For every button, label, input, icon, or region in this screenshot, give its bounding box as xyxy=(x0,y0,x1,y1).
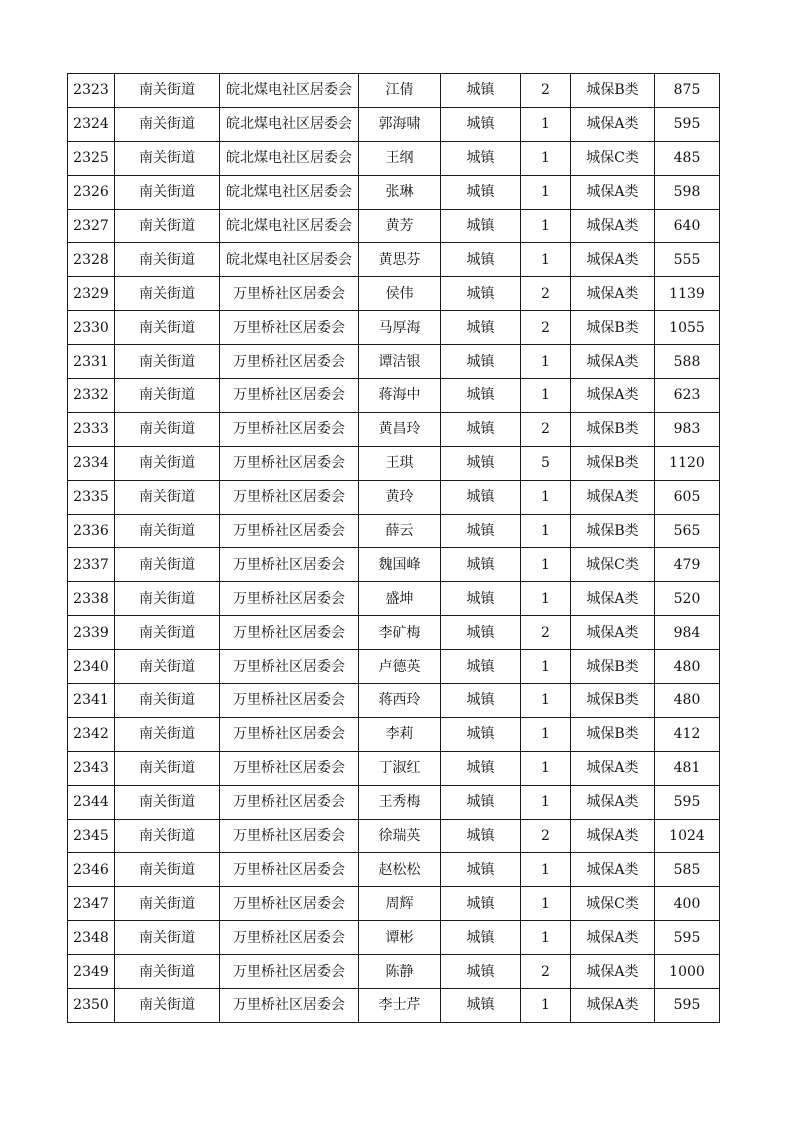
household-type-cell: 城镇 xyxy=(441,209,521,243)
community-cell: 万里桥社区居委会 xyxy=(220,955,359,989)
table-row xyxy=(68,74,720,108)
category-cell: 城保A类 xyxy=(571,379,655,413)
name-cell: 谭彬 xyxy=(359,921,441,955)
table-row xyxy=(68,684,720,718)
table-row xyxy=(68,887,720,921)
community-cell: 万里桥社区居委会 xyxy=(220,514,359,548)
serial-number-cell: 2339 xyxy=(68,616,115,650)
amount-cell: 1000 xyxy=(655,955,720,989)
member-count-cell: 1 xyxy=(521,751,571,785)
member-count-cell: 1 xyxy=(521,209,571,243)
name-cell: 徐瑞英 xyxy=(359,819,441,853)
member-count-cell: 2 xyxy=(521,277,571,311)
category-cell: 城保C类 xyxy=(571,548,655,582)
community-cell: 万里桥社区居委会 xyxy=(220,684,359,718)
table-row xyxy=(68,311,720,345)
street-cell: 南关街道 xyxy=(115,887,220,921)
member-count-cell: 1 xyxy=(521,853,571,887)
community-cell: 万里桥社区居委会 xyxy=(220,717,359,751)
member-count-cell: 1 xyxy=(521,345,571,379)
serial-number-cell: 2342 xyxy=(68,717,115,751)
street-cell: 南关街道 xyxy=(115,989,220,1023)
household-type-cell: 城镇 xyxy=(441,717,521,751)
name-cell: 蒋海中 xyxy=(359,379,441,413)
name-cell: 李莉 xyxy=(359,717,441,751)
roster-table xyxy=(67,73,720,1023)
serial-number-cell: 2347 xyxy=(68,887,115,921)
member-count-cell: 2 xyxy=(521,819,571,853)
name-cell: 江倩 xyxy=(359,74,441,108)
table-row xyxy=(68,989,720,1023)
category-cell: 城保A类 xyxy=(571,989,655,1023)
household-type-cell: 城镇 xyxy=(441,480,521,514)
serial-number-cell: 2326 xyxy=(68,175,115,209)
serial-number-cell: 2330 xyxy=(68,311,115,345)
category-cell: 城保B类 xyxy=(571,74,655,108)
amount-cell: 481 xyxy=(655,751,720,785)
serial-number-cell: 2341 xyxy=(68,684,115,718)
community-cell: 万里桥社区居委会 xyxy=(220,819,359,853)
street-cell: 南关街道 xyxy=(115,684,220,718)
serial-number-cell: 2325 xyxy=(68,141,115,175)
roster-table-body xyxy=(68,74,720,1023)
serial-number-cell: 2344 xyxy=(68,785,115,819)
street-cell: 南关街道 xyxy=(115,107,220,141)
serial-number-cell: 2343 xyxy=(68,751,115,785)
table-row xyxy=(68,412,720,446)
community-cell: 万里桥社区居委会 xyxy=(220,582,359,616)
name-cell: 王琪 xyxy=(359,446,441,480)
category-cell: 城保A类 xyxy=(571,819,655,853)
name-cell: 卢德英 xyxy=(359,650,441,684)
serial-number-cell: 2333 xyxy=(68,412,115,446)
name-cell: 张琳 xyxy=(359,175,441,209)
amount-cell: 479 xyxy=(655,548,720,582)
amount-cell: 1055 xyxy=(655,311,720,345)
table-row xyxy=(68,921,720,955)
category-cell: 城保A类 xyxy=(571,345,655,379)
household-type-cell: 城镇 xyxy=(441,548,521,582)
category-cell: 城保B类 xyxy=(571,650,655,684)
amount-cell: 598 xyxy=(655,175,720,209)
category-cell: 城保A类 xyxy=(571,209,655,243)
household-type-cell: 城镇 xyxy=(441,74,521,108)
serial-number-cell: 2346 xyxy=(68,853,115,887)
household-type-cell: 城镇 xyxy=(441,345,521,379)
household-type-cell: 城镇 xyxy=(441,141,521,175)
amount-cell: 595 xyxy=(655,921,720,955)
table-row xyxy=(68,175,720,209)
serial-number-cell: 2324 xyxy=(68,107,115,141)
household-type-cell: 城镇 xyxy=(441,650,521,684)
street-cell: 南关街道 xyxy=(115,853,220,887)
name-cell: 周辉 xyxy=(359,887,441,921)
table-row xyxy=(68,853,720,887)
category-cell: 城保A类 xyxy=(571,751,655,785)
community-cell: 万里桥社区居委会 xyxy=(220,480,359,514)
name-cell: 王秀梅 xyxy=(359,785,441,819)
category-cell: 城保A类 xyxy=(571,175,655,209)
street-cell: 南关街道 xyxy=(115,209,220,243)
table-row xyxy=(68,446,720,480)
street-cell: 南关街道 xyxy=(115,175,220,209)
street-cell: 南关街道 xyxy=(115,548,220,582)
street-cell: 南关街道 xyxy=(115,717,220,751)
street-cell: 南关街道 xyxy=(115,514,220,548)
serial-number-cell: 2329 xyxy=(68,277,115,311)
member-count-cell: 1 xyxy=(521,650,571,684)
street-cell: 南关街道 xyxy=(115,74,220,108)
amount-cell: 984 xyxy=(655,616,720,650)
name-cell: 王纲 xyxy=(359,141,441,175)
amount-cell: 520 xyxy=(655,582,720,616)
member-count-cell: 2 xyxy=(521,616,571,650)
street-cell: 南关街道 xyxy=(115,412,220,446)
serial-number-cell: 2340 xyxy=(68,650,115,684)
member-count-cell: 2 xyxy=(521,412,571,446)
street-cell: 南关街道 xyxy=(115,379,220,413)
serial-number-cell: 2336 xyxy=(68,514,115,548)
community-cell: 万里桥社区居委会 xyxy=(220,989,359,1023)
community-cell: 皖北煤电社区居委会 xyxy=(220,141,359,175)
name-cell: 盛坤 xyxy=(359,582,441,616)
amount-cell: 875 xyxy=(655,74,720,108)
table-row xyxy=(68,141,720,175)
community-cell: 万里桥社区居委会 xyxy=(220,751,359,785)
category-cell: 城保A类 xyxy=(571,616,655,650)
street-cell: 南关街道 xyxy=(115,650,220,684)
serial-number-cell: 2323 xyxy=(68,74,115,108)
amount-cell: 1139 xyxy=(655,277,720,311)
street-cell: 南关街道 xyxy=(115,582,220,616)
household-type-cell: 城镇 xyxy=(441,243,521,277)
member-count-cell: 1 xyxy=(521,379,571,413)
table-row xyxy=(68,243,720,277)
table-row xyxy=(68,379,720,413)
household-type-cell: 城镇 xyxy=(441,446,521,480)
member-count-cell: 1 xyxy=(521,141,571,175)
amount-cell: 485 xyxy=(655,141,720,175)
table-row xyxy=(68,785,720,819)
table-row xyxy=(68,480,720,514)
street-cell: 南关街道 xyxy=(115,345,220,379)
category-cell: 城保C类 xyxy=(571,141,655,175)
category-cell: 城保A类 xyxy=(571,107,655,141)
member-count-cell: 2 xyxy=(521,74,571,108)
household-type-cell: 城镇 xyxy=(441,107,521,141)
name-cell: 魏国峰 xyxy=(359,548,441,582)
serial-number-cell: 2349 xyxy=(68,955,115,989)
name-cell: 赵松松 xyxy=(359,853,441,887)
category-cell: 城保A类 xyxy=(571,277,655,311)
amount-cell: 588 xyxy=(655,345,720,379)
category-cell: 城保A类 xyxy=(571,582,655,616)
table-row xyxy=(68,277,720,311)
household-type-cell: 城镇 xyxy=(441,989,521,1023)
street-cell: 南关街道 xyxy=(115,616,220,650)
community-cell: 万里桥社区居委会 xyxy=(220,345,359,379)
street-cell: 南关街道 xyxy=(115,277,220,311)
member-count-cell: 1 xyxy=(521,887,571,921)
household-type-cell: 城镇 xyxy=(441,684,521,718)
amount-cell: 983 xyxy=(655,412,720,446)
amount-cell: 595 xyxy=(655,785,720,819)
household-type-cell: 城镇 xyxy=(441,955,521,989)
amount-cell: 640 xyxy=(655,209,720,243)
street-cell: 南关街道 xyxy=(115,955,220,989)
amount-cell: 623 xyxy=(655,379,720,413)
table-row xyxy=(68,616,720,650)
category-cell: 城保C类 xyxy=(571,887,655,921)
community-cell: 万里桥社区居委会 xyxy=(220,650,359,684)
street-cell: 南关街道 xyxy=(115,311,220,345)
category-cell: 城保A类 xyxy=(571,955,655,989)
amount-cell: 555 xyxy=(655,243,720,277)
street-cell: 南关街道 xyxy=(115,243,220,277)
community-cell: 万里桥社区居委会 xyxy=(220,311,359,345)
name-cell: 李士芹 xyxy=(359,989,441,1023)
community-cell: 万里桥社区居委会 xyxy=(220,277,359,311)
category-cell: 城保B类 xyxy=(571,446,655,480)
community-cell: 皖北煤电社区居委会 xyxy=(220,243,359,277)
name-cell: 蒋西玲 xyxy=(359,684,441,718)
household-type-cell: 城镇 xyxy=(441,311,521,345)
household-type-cell: 城镇 xyxy=(441,277,521,311)
name-cell: 黄昌玲 xyxy=(359,412,441,446)
serial-number-cell: 2350 xyxy=(68,989,115,1023)
community-cell: 万里桥社区居委会 xyxy=(220,412,359,446)
table-row xyxy=(68,650,720,684)
member-count-cell: 1 xyxy=(521,107,571,141)
amount-cell: 565 xyxy=(655,514,720,548)
member-count-cell: 1 xyxy=(521,717,571,751)
amount-cell: 400 xyxy=(655,887,720,921)
member-count-cell: 2 xyxy=(521,955,571,989)
serial-number-cell: 2327 xyxy=(68,209,115,243)
member-count-cell: 1 xyxy=(521,175,571,209)
category-cell: 城保B类 xyxy=(571,412,655,446)
member-count-cell: 1 xyxy=(521,582,571,616)
table-row xyxy=(68,514,720,548)
household-type-cell: 城镇 xyxy=(441,616,521,650)
name-cell: 李矿梅 xyxy=(359,616,441,650)
street-cell: 南关街道 xyxy=(115,819,220,853)
name-cell: 谭洁银 xyxy=(359,345,441,379)
amount-cell: 605 xyxy=(655,480,720,514)
household-type-cell: 城镇 xyxy=(441,379,521,413)
household-type-cell: 城镇 xyxy=(441,853,521,887)
amount-cell: 480 xyxy=(655,684,720,718)
table-row xyxy=(68,345,720,379)
serial-number-cell: 2328 xyxy=(68,243,115,277)
table-row xyxy=(68,717,720,751)
street-cell: 南关街道 xyxy=(115,751,220,785)
community-cell: 万里桥社区居委会 xyxy=(220,548,359,582)
serial-number-cell: 2338 xyxy=(68,582,115,616)
community-cell: 皖北煤电社区居委会 xyxy=(220,209,359,243)
name-cell: 黄玲 xyxy=(359,480,441,514)
name-cell: 马厚海 xyxy=(359,311,441,345)
amount-cell: 480 xyxy=(655,650,720,684)
member-count-cell: 1 xyxy=(521,243,571,277)
table-row xyxy=(68,819,720,853)
category-cell: 城保B类 xyxy=(571,311,655,345)
serial-number-cell: 2335 xyxy=(68,480,115,514)
household-type-cell: 城镇 xyxy=(441,514,521,548)
serial-number-cell: 2337 xyxy=(68,548,115,582)
category-cell: 城保A类 xyxy=(571,785,655,819)
community-cell: 万里桥社区居委会 xyxy=(220,616,359,650)
community-cell: 万里桥社区居委会 xyxy=(220,446,359,480)
amount-cell: 412 xyxy=(655,717,720,751)
street-cell: 南关街道 xyxy=(115,785,220,819)
member-count-cell: 1 xyxy=(521,548,571,582)
community-cell: 皖北煤电社区居委会 xyxy=(220,107,359,141)
name-cell: 郭海啸 xyxy=(359,107,441,141)
household-type-cell: 城镇 xyxy=(441,412,521,446)
street-cell: 南关街道 xyxy=(115,921,220,955)
community-cell: 万里桥社区居委会 xyxy=(220,887,359,921)
amount-cell: 1024 xyxy=(655,819,720,853)
serial-number-cell: 2345 xyxy=(68,819,115,853)
household-type-cell: 城镇 xyxy=(441,887,521,921)
table-row xyxy=(68,955,720,989)
name-cell: 黄芳 xyxy=(359,209,441,243)
name-cell: 丁淑红 xyxy=(359,751,441,785)
category-cell: 城保B类 xyxy=(571,684,655,718)
table-row xyxy=(68,107,720,141)
household-type-cell: 城镇 xyxy=(441,819,521,853)
member-count-cell: 1 xyxy=(521,989,571,1023)
table-row xyxy=(68,548,720,582)
serial-number-cell: 2332 xyxy=(68,379,115,413)
street-cell: 南关街道 xyxy=(115,446,220,480)
community-cell: 万里桥社区居委会 xyxy=(220,379,359,413)
table-row xyxy=(68,209,720,243)
amount-cell: 595 xyxy=(655,989,720,1023)
community-cell: 万里桥社区居委会 xyxy=(220,853,359,887)
member-count-cell: 1 xyxy=(521,480,571,514)
community-cell: 万里桥社区居委会 xyxy=(220,921,359,955)
table-row xyxy=(68,582,720,616)
category-cell: 城保A类 xyxy=(571,921,655,955)
name-cell: 黄思芬 xyxy=(359,243,441,277)
member-count-cell: 2 xyxy=(521,311,571,345)
amount-cell: 1120 xyxy=(655,446,720,480)
member-count-cell: 1 xyxy=(521,785,571,819)
category-cell: 城保A类 xyxy=(571,480,655,514)
category-cell: 城保A类 xyxy=(571,243,655,277)
household-type-cell: 城镇 xyxy=(441,582,521,616)
name-cell: 陈静 xyxy=(359,955,441,989)
community-cell: 皖北煤电社区居委会 xyxy=(220,175,359,209)
member-count-cell: 5 xyxy=(521,446,571,480)
community-cell: 万里桥社区居委会 xyxy=(220,785,359,819)
category-cell: 城保B类 xyxy=(571,514,655,548)
category-cell: 城保B类 xyxy=(571,717,655,751)
table-row xyxy=(68,751,720,785)
member-count-cell: 1 xyxy=(521,514,571,548)
serial-number-cell: 2334 xyxy=(68,446,115,480)
household-type-cell: 城镇 xyxy=(441,175,521,209)
amount-cell: 585 xyxy=(655,853,720,887)
member-count-cell: 1 xyxy=(521,684,571,718)
household-type-cell: 城镇 xyxy=(441,921,521,955)
amount-cell: 595 xyxy=(655,107,720,141)
name-cell: 侯伟 xyxy=(359,277,441,311)
member-count-cell: 1 xyxy=(521,921,571,955)
community-cell: 皖北煤电社区居委会 xyxy=(220,74,359,108)
household-type-cell: 城镇 xyxy=(441,785,521,819)
street-cell: 南关街道 xyxy=(115,141,220,175)
serial-number-cell: 2331 xyxy=(68,345,115,379)
street-cell: 南关街道 xyxy=(115,480,220,514)
serial-number-cell: 2348 xyxy=(68,921,115,955)
household-type-cell: 城镇 xyxy=(441,751,521,785)
name-cell: 薛云 xyxy=(359,514,441,548)
category-cell: 城保A类 xyxy=(571,853,655,887)
